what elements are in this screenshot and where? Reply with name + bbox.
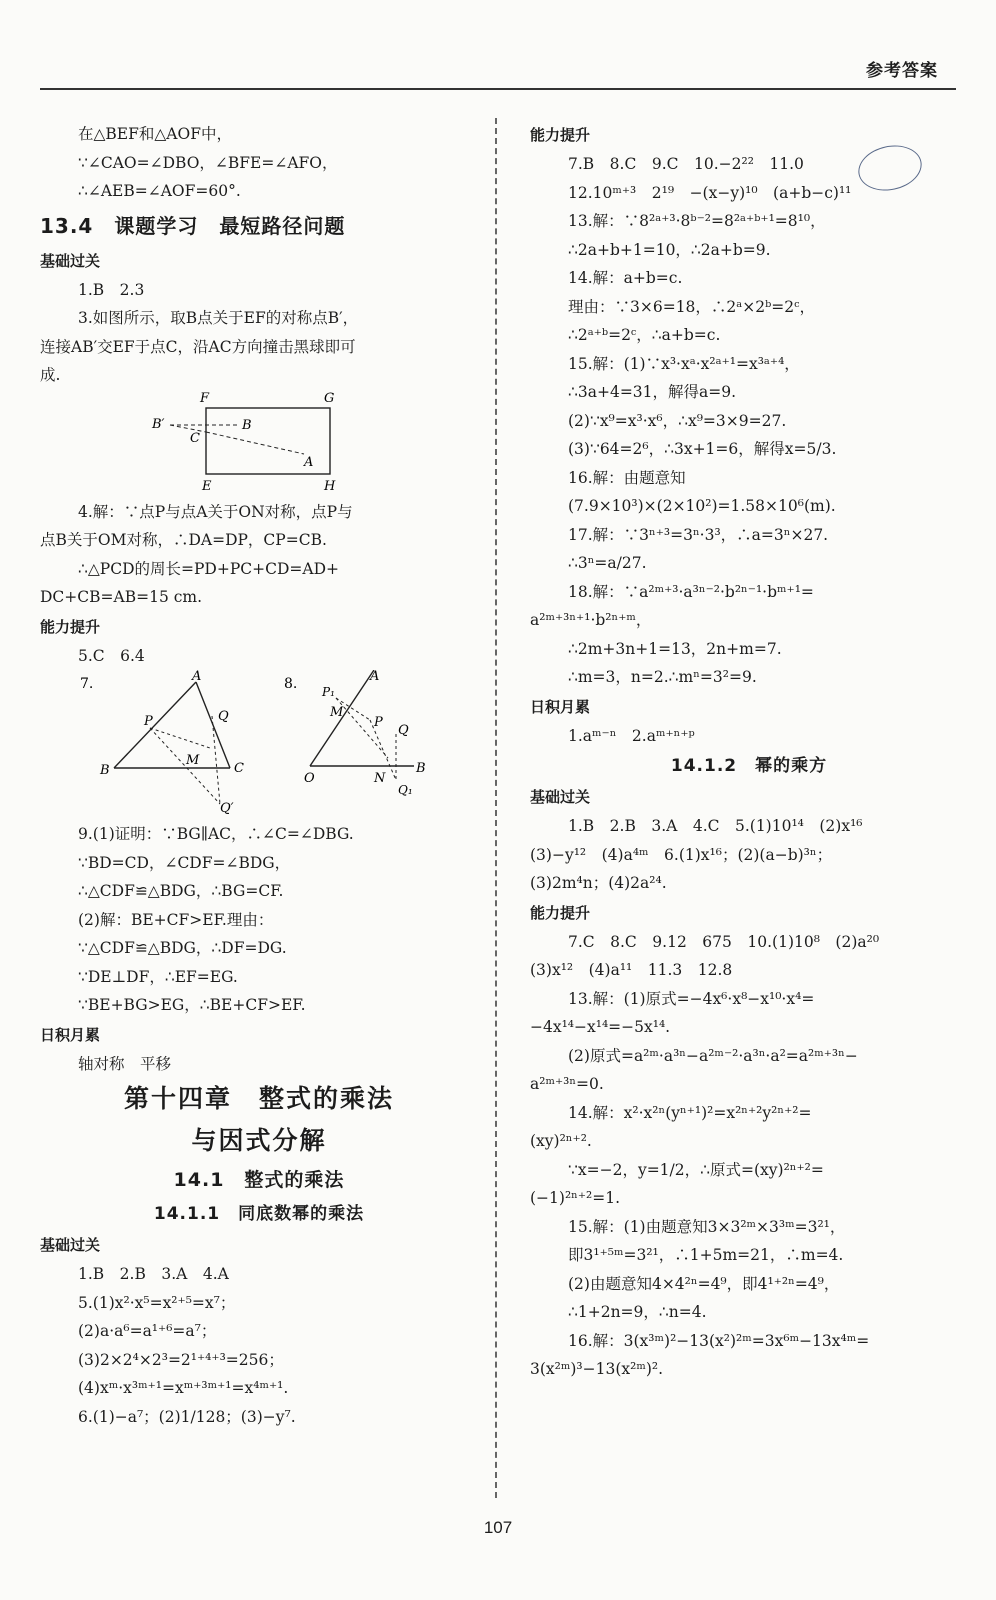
answer-line: ∴2ᵃ⁺ᵇ=2ᶜ，∴a+b=c. (568, 326, 721, 344)
answer-line: ∴△PCD的周长=PD+PC+CD=AD+ (78, 559, 339, 578)
chapter-title: 第十四章 整式的乘法 (123, 1084, 394, 1113)
right-column (530, 120, 968, 1384)
figure-triangles (40, 670, 478, 820)
answer-line: 1.B 2.B 3.A 4.A (78, 1265, 229, 1283)
label-8: 8. (284, 676, 298, 692)
label-P2: P (374, 715, 383, 730)
answer-line: 轴对称 平移 (78, 1054, 172, 1073)
answer-line: (2)由题意知4×4²ⁿ=4⁹，即4¹⁺²ⁿ=4⁹， (568, 1274, 840, 1293)
subsection-heading: 能力提升 (530, 126, 591, 144)
answer-line: 13.解：(1)原式=−4x⁶·x⁸−x¹⁰·x⁴= (568, 989, 815, 1008)
answer-line: (3)∵64=2⁶，∴3x+1=6，解得x=5/3. (568, 440, 837, 458)
answer-line: 1.B 2.B 3.A 4.C 5.(1)10¹⁴ (2)x¹⁶ (568, 817, 863, 835)
subsection-heading: 日积月累 (530, 697, 591, 716)
answer-line: (3)2m⁴n；(4)2a²⁴. (530, 874, 667, 892)
answer-line: 6.(1)−a⁷；(2)1/128；(3)−y⁷. (78, 1407, 296, 1426)
label-Q: Q (218, 709, 229, 724)
answer-line: 成. (40, 366, 61, 384)
subsection-heading: 能力提升 (40, 617, 101, 636)
chapter-title: 与因式分解 (191, 1126, 327, 1155)
label-B: B (100, 763, 110, 778)
label-Q2: Q (398, 723, 409, 738)
answer-line: (3)−y¹² (4)a⁴ᵐ 6.(1)x¹⁶；(2)(a−b)³ⁿ； (530, 845, 833, 864)
label-B1: B′ (152, 416, 165, 432)
answer-line: ∵x=−2，y=1/2，∴原式=(xy)²ⁿ⁺²= (568, 1160, 824, 1179)
answer-line: 13.解：∵8²ᵃ⁺³·8ᵇ⁻²=8²ᵃ⁺ᵇ⁺¹=8¹⁰， (568, 212, 826, 230)
label-M: M (186, 753, 200, 768)
label-Q1: Q₁ (398, 783, 413, 797)
answer-line: ∵DE⊥DF，∴EF=EG. (78, 967, 238, 986)
answer-line: 15.解：(1)∵x³·xᵃ·x²ᵃ⁺¹=x³ᵃ⁺⁴， (568, 354, 800, 373)
answer-line: 在△BEF和△AOF中， (78, 125, 232, 143)
answer-line: 点B关于OM对称，∴DA=DP，CP=CB. (40, 531, 327, 549)
answer-line: 14.解：a+b=c. (568, 269, 683, 287)
label-P: P (144, 714, 153, 729)
answer-line: ∴∠AEB=∠AOF=60°. (78, 182, 241, 200)
label-O: O (304, 771, 315, 786)
answer-line: 18.解：∵a²ᵐ⁺³·a³ⁿ⁻²·b²ⁿ⁻¹·bᵐ⁺¹= (568, 582, 814, 601)
answer-line: (2)a·a⁶=a¹⁺⁶=a⁷； (78, 1322, 217, 1340)
subsection-heading: 基础过关 (40, 251, 101, 270)
answer-line: (2)∵x⁹=x³·x⁶，∴x⁹=3×9=27. (568, 411, 787, 430)
label-A2: A (370, 670, 380, 684)
answer-line: ∴m=3，n=2.∴mⁿ=3²=9. (568, 668, 757, 686)
section-title: 14.1 整式的乘法 (173, 1169, 345, 1191)
label-E: E (202, 478, 212, 494)
section-title: 14.1.1 同底数幂的乘法 (153, 1204, 365, 1224)
answer-line: 14.解：x²·x²ⁿ(yⁿ⁺¹)²=x²ⁿ⁺²y²ⁿ⁺²= (568, 1103, 812, 1122)
answer-line: ∴1+2n=9，∴n=4. (568, 1303, 707, 1321)
answer-line: (3)x¹² (4)a¹¹ 11.3 12.8 (530, 961, 733, 979)
answer-line: 3(x²ᵐ)³−13(x²ᵐ)². (530, 1360, 664, 1378)
section-title: 14.1.2 幂的乘方 (670, 756, 828, 776)
column-divider (495, 118, 497, 1498)
answer-line: (2)原式=a²ᵐ·a³ⁿ−a²ᵐ⁻²·a³ⁿ·a²=a²ᵐ⁺³ⁿ− (568, 1046, 858, 1065)
page-number: 107 (483, 1518, 513, 1537)
label-N: N (374, 771, 386, 786)
label-F: F (200, 390, 210, 406)
answer-line: (2)解：BE+CF>EF.理由： (78, 910, 274, 929)
subsection-heading: 基础过关 (530, 788, 591, 806)
label-Q-prime: Q′ (220, 801, 234, 816)
subsection-heading: 基础过关 (40, 1236, 101, 1254)
answer-line: 3.如图所示，取B点关于EF的对称点B′， (78, 309, 359, 327)
answer-line: (xy)²ⁿ⁺². (530, 1132, 592, 1150)
answer-line: 连接AB′交EF于点C，沿AC方向撞击黑球即可 (40, 337, 356, 356)
answer-line: 15.解：(1)由题意知3×3²ᵐ×3³ᵐ=3²¹， (568, 1217, 846, 1236)
answer-line: ∴2m+3n+1=13，2n+m=7. (568, 639, 782, 658)
answer-line: −4x¹⁴−x¹⁴=−5x¹⁴. (530, 1018, 671, 1036)
label-B: B (242, 417, 252, 433)
answer-line: 12.10ᵐ⁺³ 2¹⁹ −(x−y)¹⁰ (a+b−c)¹¹ (568, 183, 852, 202)
left-column (40, 120, 478, 1431)
answer-line: (−1)²ⁿ⁺²=1. (530, 1189, 621, 1207)
answer-line: 16.解：由题意知 (568, 468, 686, 487)
answer-line: 即3¹⁺⁵ᵐ=3²¹，∴1+5m=21，∴m=4. (568, 1246, 844, 1264)
answer-line: ∵BD=CD，∠CDF=∠BDG， (78, 853, 291, 872)
answer-line: ∴2a+b+1=10，∴2a+b=9. (568, 240, 771, 259)
label-A: A (304, 454, 314, 470)
label-G: G (324, 390, 335, 406)
answer-line: 4.解：∵点P与点A关于ON对称，点P与 (78, 502, 353, 521)
label-7: 7. (80, 676, 94, 692)
label-P1: P₁ (322, 685, 335, 699)
header-rule (40, 88, 956, 90)
answer-line: (4)xᵐ·x³ᵐ⁺¹=xᵐ⁺³ᵐ⁺¹=x⁴ᵐ⁺¹. (78, 1379, 289, 1397)
answer-line: (3)2×2⁴×2³=2¹⁺⁴⁺³=256； (78, 1350, 284, 1369)
answer-line: 17.解：∵3ⁿ⁺³=3ⁿ·3³，∴a=3ⁿ×27. (568, 525, 829, 544)
label-M2: M (330, 705, 344, 720)
label-H: H (324, 478, 336, 494)
answer-line: 9.(1)证明：∵BG∥AC，∴∠C=∠DBG. (78, 825, 354, 843)
answer-line: DC+CB=AB=15 cm. (40, 588, 203, 606)
answer-line: (7.9×10³)×(2×10²)=1.58×10⁶(m). (568, 497, 836, 515)
answer-line: a²ᵐ⁺³ⁿ⁺¹·b²ⁿ⁺ᵐ， (530, 611, 652, 629)
answer-line: 16.解：3(x³ᵐ)²−13(x²)²ᵐ=3x⁶ᵐ−13x⁴ᵐ= (568, 1331, 870, 1350)
answer-line: ∵△CDF≌△BDG，∴DF=DG. (78, 939, 287, 957)
answer-line: 7.B 8.C 9.C 10.−2²² 11.0 (568, 155, 804, 173)
subsection-heading: 能力提升 (530, 903, 591, 922)
subsection-heading: 日积月累 (40, 1025, 101, 1044)
answer-line: ∵BE+BG>EG，∴BE+CF>EF. (78, 996, 306, 1014)
label-A: A (192, 670, 202, 684)
answer-line: 1.aᵐ⁻ⁿ 2.aᵐ⁺ⁿ⁺ᵖ (568, 726, 695, 745)
answer-line: ∴3ⁿ=a/27. (568, 554, 647, 572)
answer-line: ∴3a+4=31，解得a=9. (568, 383, 737, 401)
section-title: 13.4 课题学习 最短路径问题 (40, 213, 346, 238)
label-C: C (190, 430, 200, 446)
figure-billiard-rectangle (40, 390, 478, 498)
page-header: 参考答案 (866, 61, 938, 81)
answer-line: a²ᵐ⁺³ⁿ=0. (530, 1075, 604, 1093)
answer-line: 理由：∵3×6=18，∴2ᵃ×2ᵇ=2ᶜ， (568, 297, 816, 316)
label-B2: B (416, 761, 426, 776)
answer-line: ∴△CDF≌△BDG，∴BG=CF. (78, 882, 284, 900)
answer-line: 5.(1)x²·x⁵=x²⁺⁵=x⁷； (78, 1293, 236, 1312)
answer-line: 7.C 8.C 9.12 675 10.(1)10⁸ (2)a²⁰ (568, 932, 880, 951)
answer-line: ∵∠CAO=∠DBO，∠BFE=∠AFO， (78, 153, 338, 172)
answer-line: 5.C 6.4 (78, 646, 145, 665)
label-C: C (234, 761, 244, 776)
answer-line: 1.B 2.3 (78, 280, 145, 299)
